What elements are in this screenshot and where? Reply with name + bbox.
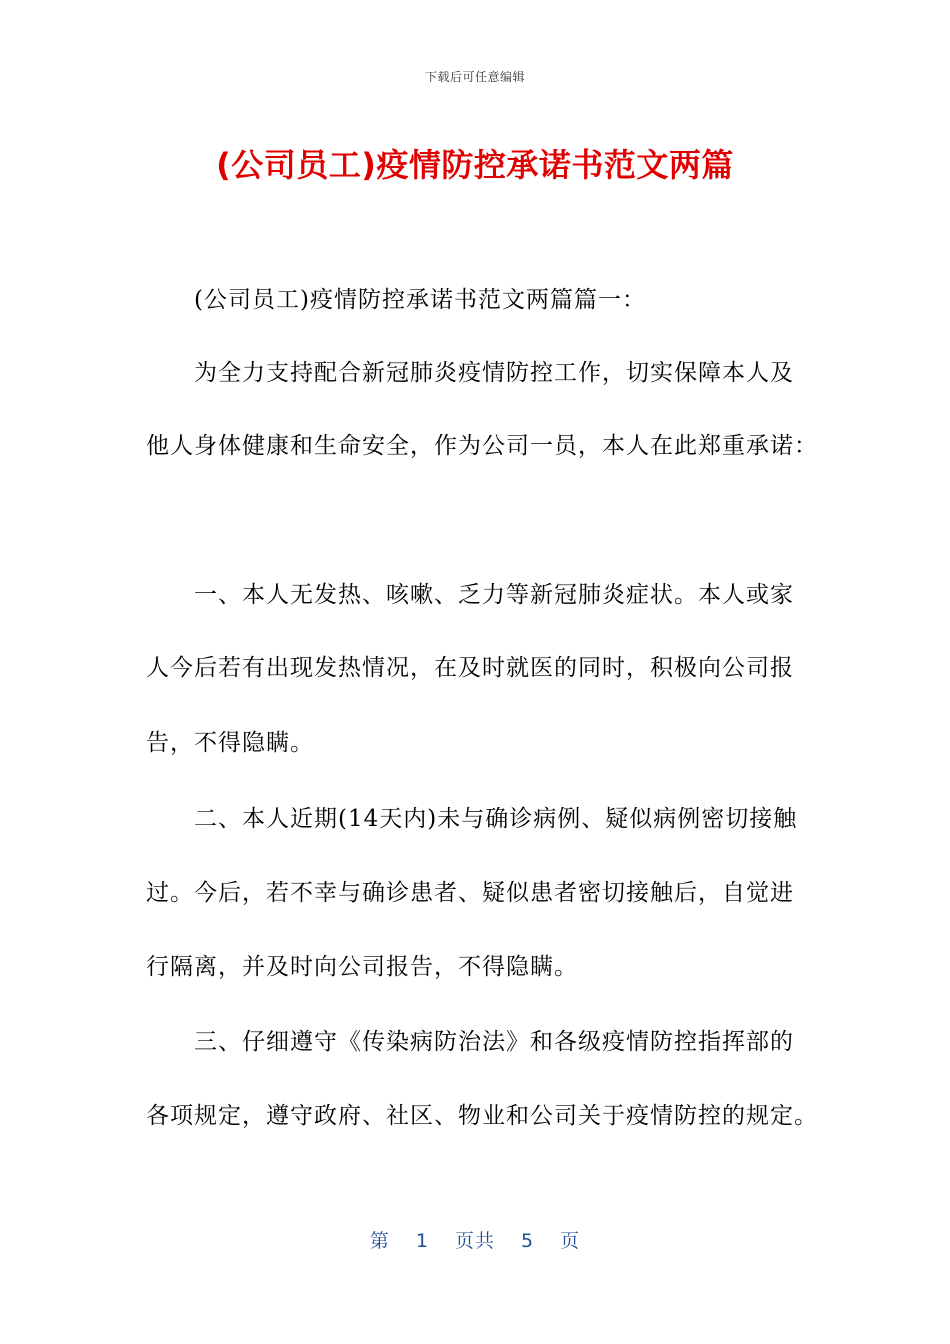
footer-suffix: 页 [560,1230,581,1252]
paragraph-line: 三、仔细遵守《传染病防治法》和各级疫情防控指挥部的 [194,1029,794,1055]
paragraph-line: 告，不得隐瞒。 [146,730,314,756]
footer-middle: 页共 [454,1230,495,1252]
paragraph-line: 一、本人无发热、咳嗽、乏力等新冠肺炎症状。本人或家 [194,582,794,608]
paragraph-line: 行隔离，并及时向公司报告，不得隐瞒。 [146,954,578,980]
paragraph-line: 为全力支持配合新冠肺炎疫情防控工作，切实保障本人及 [194,360,794,386]
paragraph-line: 人今后若有出现发热情况，在及时就医的同时，积极向公司报 [146,655,794,681]
footer-prefix: 第 [369,1230,390,1252]
paragraph-line: 他人身体健康和生命安全，作为公司一员，本人在此郑重承诺： [146,433,818,459]
total-pages-number: 5 [521,1230,535,1252]
page-footer [0,1226,950,1253]
header-note: 下载后可任意编辑 [424,70,525,84]
paragraph-line: 过。今后，若不幸与确诊患者、疑似患者密切接触后，自觉进 [146,880,794,906]
current-page-number: 1 [415,1230,429,1252]
paragraph-line: (公司员工)疫情防控承诺书范文两篇篇一： [194,287,646,313]
paragraph-line: 各项规定，遵守政府、社区、物业和公司关于疫情防控的规定。 [146,1103,818,1129]
document-title: (公司员工)疫情防控承诺书范文两篇 [216,146,734,184]
paragraph-line: 二、本人近期(14天内)未与确诊病例、疑似病例密切接触 [194,806,798,832]
